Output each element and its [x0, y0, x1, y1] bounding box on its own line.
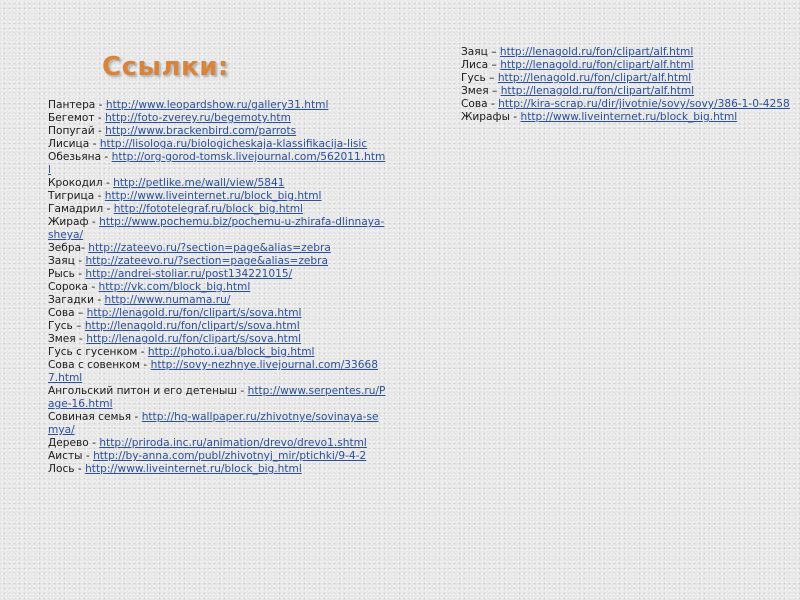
link-item-crocodile	[48, 177, 388, 190]
link-item-hare	[48, 255, 388, 268]
link-item-tree	[48, 437, 388, 450]
link-item-panther	[48, 99, 388, 112]
link-url[interactable]: http://lenagold.ru/fon/clipart/s/sova.html	[84, 320, 300, 332]
link-label: Жираф -	[48, 216, 100, 228]
link-label: Сова -	[461, 98, 499, 110]
link-item-python	[48, 385, 388, 411]
link-item-zebra	[48, 242, 388, 255]
link-url[interactable]: http://lenagold.ru/fon/clipart/alf.html	[497, 72, 692, 84]
link-label: Лось -	[48, 463, 86, 475]
link-label: Зебра-	[48, 242, 89, 254]
link-url[interactable]: http://photo.i.ua/block_big.html	[147, 346, 315, 358]
link-url[interactable]: http://www.serpentes.ru/Page-16.html	[48, 385, 386, 410]
link-url[interactable]: http://www.liveinternet.ru/block_big.html	[85, 463, 302, 475]
link-label: Ангольский питон и его детеныш -	[48, 385, 248, 397]
link-label: Гусь –	[48, 320, 85, 332]
link-url[interactable]: http://www.liveinternet.ru/block_big.html	[104, 190, 322, 202]
link-url[interactable]: http://hq-wallpaper.ru/zhivotnye/sovinaya-semya/	[48, 411, 379, 436]
link-label: Лиса –	[461, 59, 501, 71]
link-label: Лисица -	[48, 138, 100, 150]
link-item-tigress	[48, 190, 388, 203]
link-item-snake	[461, 85, 791, 98]
link-label: Сова с совенком -	[48, 359, 151, 371]
link-label: Змея -	[48, 333, 87, 345]
link-url[interactable]: http://www.numama.ru/	[104, 294, 231, 306]
link-label: Совиная семья -	[48, 411, 142, 423]
link-url[interactable]: http://lisologa.ru/biologicheskaja-klassifikacija-lisic	[99, 138, 368, 150]
link-url[interactable]: http://zateevo.ru/?section=page&alias=zebra	[88, 242, 331, 254]
link-url[interactable]: http://fototelegraf.ru/block_big.html	[113, 203, 303, 215]
link-label: Гусь –	[461, 72, 498, 84]
link-url[interactable]: http://vk.com/block_big.html	[98, 281, 251, 293]
link-url[interactable]: http://www.leopardshow.ru/gallery31.html	[105, 99, 329, 111]
link-item-goose	[48, 320, 388, 333]
link-url[interactable]: http://lenagold.ru/fon/clipart/s/sova.html	[86, 307, 302, 319]
left-link-list	[48, 99, 388, 476]
link-item-owl	[461, 98, 791, 111]
link-label: Сова –	[48, 307, 87, 319]
link-url[interactable]: http://kira-scrap.ru/dir/jivotnie/sovy/sovy/386-1-0-4258	[498, 98, 790, 110]
link-label: Гамадрил -	[48, 203, 114, 215]
link-url[interactable]: http://lenagold.ru/fon/clipart/alf.html	[500, 59, 694, 71]
link-url[interactable]: http://lenagold.ru/fon/clipart/alf.html	[500, 85, 695, 97]
link-url[interactable]: http://zateevo.ru/?section=page&alias=zebra	[85, 255, 328, 267]
right-link-list	[461, 46, 791, 124]
link-label: Попугай -	[48, 125, 106, 137]
link-url[interactable]: http://petlike.me/wall/view/5841	[113, 177, 285, 189]
link-url[interactable]: http://lenagold.ru/fon/clipart/s/sova.html	[86, 333, 302, 345]
link-label: Загадки -	[48, 294, 105, 306]
link-label: Крокодил -	[48, 177, 114, 189]
link-item-hippo	[48, 112, 388, 125]
link-item-giraffes	[461, 111, 791, 124]
link-item-monkey	[48, 151, 388, 177]
link-item-giraffe	[48, 216, 388, 242]
link-item-hare	[461, 46, 791, 59]
link-url[interactable]: http://www.brackenbird.com/parrots	[105, 125, 297, 137]
link-url[interactable]: http://by-anna.com/publ/zhivotnyj_mir/ptichki/9-4-2	[93, 450, 367, 462]
link-url[interactable]: http://foto-zverey.ru/begemoty.htm	[105, 112, 291, 124]
link-url[interactable]: http://www.liveinternet.ru/block_big.html	[520, 111, 738, 123]
link-item-storks	[48, 450, 388, 463]
link-item-goose	[461, 72, 791, 85]
link-url[interactable]: http://lenagold.ru/fon/clipart/alf.html	[499, 46, 694, 58]
link-item-owl-owlet	[48, 359, 388, 385]
link-url[interactable]: http://andrei-stoliar.ru/post134221015/	[85, 268, 293, 280]
link-item-elk	[48, 463, 388, 476]
link-label: Бегемот -	[48, 112, 106, 124]
link-url[interactable]: http://www.pochemu.biz/pochemu-u-zhirafa-dlinnaya-sheya/	[48, 216, 385, 241]
link-item-fox	[461, 59, 791, 72]
link-url[interactable]: http://priroda.inc.ru/animation/drevo/drevo1.shtml	[99, 437, 367, 449]
link-url[interactable]: http://org-gorod-tomsk.livejournal.com/562011.html	[48, 151, 386, 176]
link-label: Рысь -	[48, 268, 86, 280]
link-item-snake	[48, 333, 388, 346]
link-label: Тигрица -	[48, 190, 105, 202]
link-label: Гусь с гусенком -	[48, 346, 148, 358]
link-label: Обезьяна -	[48, 151, 112, 163]
link-item-hamadryas	[48, 203, 388, 216]
link-item-riddles	[48, 294, 388, 307]
link-label: Пантера -	[48, 99, 106, 111]
link-label: Змея –	[461, 85, 501, 97]
link-item-goose-gosling	[48, 346, 388, 359]
link-url[interactable]: http://sovy-nezhnye.livejournal.com/336687.html	[48, 359, 379, 384]
link-label: Заяц -	[48, 255, 86, 267]
link-label: Жирафы -	[461, 111, 521, 123]
link-item-owl	[48, 307, 388, 320]
link-label: Сорока -	[48, 281, 99, 293]
link-label: Заяц –	[461, 46, 500, 58]
link-item-owl-family	[48, 411, 388, 437]
link-item-magpie	[48, 281, 388, 294]
link-item-parrot	[48, 125, 388, 138]
link-label: Дерево -	[48, 437, 100, 449]
slide-title: Ссылки:	[102, 52, 229, 82]
link-item-lynx	[48, 268, 388, 281]
link-item-fox	[48, 138, 388, 151]
link-label: Аисты -	[48, 450, 94, 462]
